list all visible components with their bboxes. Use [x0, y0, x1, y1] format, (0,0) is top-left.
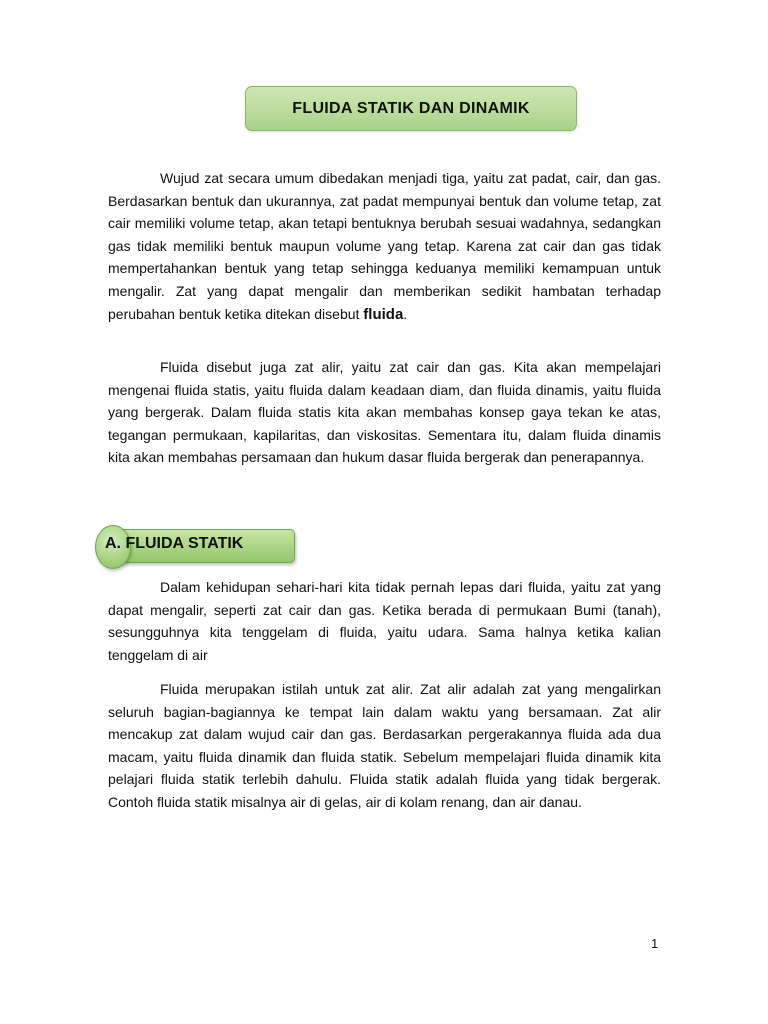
section-a-paragraph-2: Fluida merupakan istilah untuk zat alir. Zat alir adalah zat yang mengalirkan seluruh bagian-bagiannya ke tempat lain dalam waktu yang bersamaan. Zat alir mencakup zat dalam wujud cair dan gas. Berdasarkan pergerakannya fluida ada dua macam, yaitu fluida dinamik dan fluida statik. Sebelum mempelajari fluida dinamik kita pelajari fluida statik terlebih dahulu. Fluida statik adalah fluida yang tidak bergerak. Contoh fluida statik misalnya air di gelas, air di kolam renang, dan air danau. [108, 681, 661, 810]
fluida-term: fluida [363, 305, 404, 323]
section-a-heading [95, 524, 300, 570]
intro-paragraph-1-end: . [403, 305, 408, 322]
document-title: FLUIDA STATIK DAN DINAMIK [292, 99, 530, 117]
page-number: 1 [651, 936, 659, 951]
intro-paragraph-1 [108, 167, 661, 326]
section-a-paragraph-1: Dalam kehidupan sehari-hari kita tidak pernah lepas dari fluida, yaitu zat yang dapat mengalir, seperti zat cair dan gas. Ketika berada di permukaan Bumi (tanah), sesungguhnya kita tenggelam di fluida, yaitu udara. Sama halnya ketika kalian tenggelam di air [108, 579, 661, 663]
intro-paragraph-2: Fluida disebut juga zat alir, yaitu zat cair dan gas. Kita akan mempelajari mengenai fluida statis, yaitu fluida dalam keadaan diam, dan fluida dinamis, yaitu fluida yang bergerak. Dalam fluida statis kita akan membahas konsep gaya tekan ke atas, tegangan permukaan, kapilaritas, dan viskositas. Sementara itu, dalam fluida dinamis kita akan membahas persamaan dan hukum dasar fluida bergerak dan penerapannya. [108, 359, 661, 466]
intro-paragraph-1-text: Wujud zat secara umum dibedakan menjadi tiga, yaitu zat padat, cair, dan gas. Berdasarkan bentuk dan ukurannya, zat padat mempunyai bentuk dan volume tetap, zat cair memiliki volume tetap, akan tetapi bentuknya berubah sesuai wadahnya, sedangkan gas tidak memiliki bentuk maupun volume yang tetap. Karena zat cair dan gas tidak mempertahankan bentuk yang tetap sehingga keduanya memiliki kemampuan untuk mengalir. Zat yang dapat mengalir dan memberikan sedikit hambatan terhadap perubahan bentuk ketika ditekan disebut [108, 170, 661, 322]
document-title-box [245, 86, 577, 131]
section-a-heading-text: A. FLUIDA STATIK [105, 535, 244, 552]
